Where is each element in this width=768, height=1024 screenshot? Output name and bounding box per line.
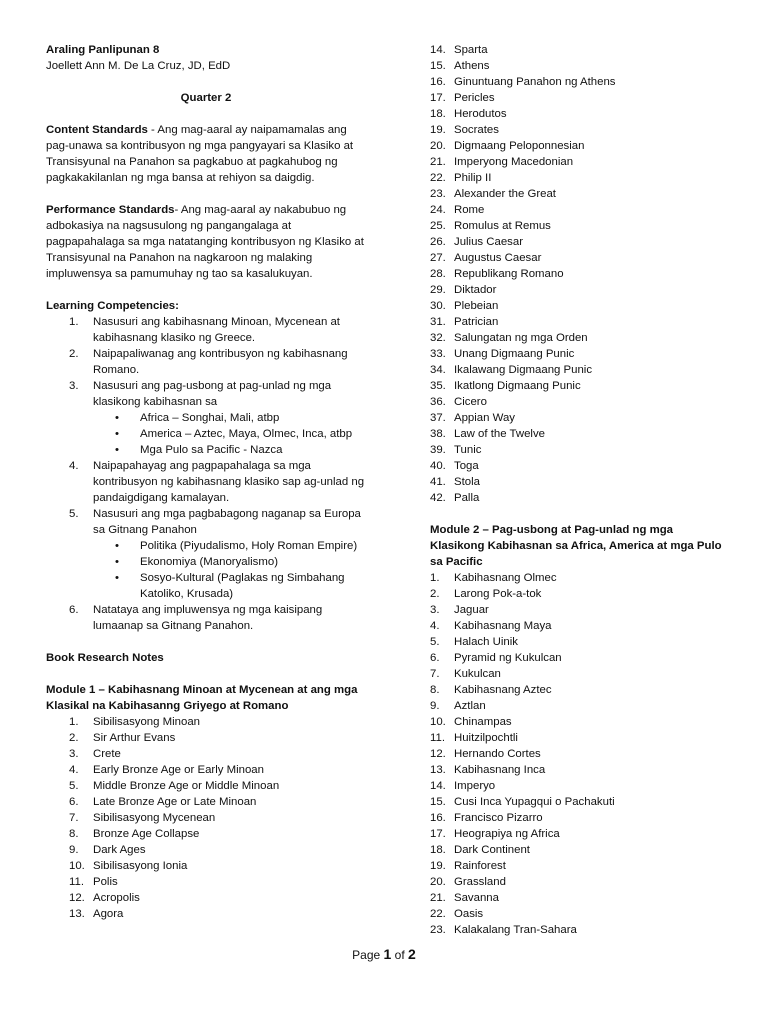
list-item-text: Pericles [454,92,495,104]
bullet-icon: • [115,572,119,584]
list-item-number: 27. [430,252,446,264]
list-item-number: 31. [430,316,446,328]
list-item-number: 35. [430,380,446,392]
bullet-icon: • [115,540,119,552]
list-item-text: Pyramid ng Kukulcan [454,652,562,664]
list-item-text: Oasis [454,908,484,920]
list-item-number: 20. [430,876,446,888]
list-item-number: 22. [430,172,446,184]
list-item-text: Crete [93,748,121,760]
page-word: Page [352,948,381,962]
author-line: Joellett Ann M. De La Cruz, JD, EdD [46,60,231,72]
sub-list-item [93,554,366,570]
list-item-text: Sibilisasyong Minoan [93,716,201,728]
list-item [46,314,366,346]
list-item-text: Sir Arthur Evans [93,732,176,744]
list-item-text: Augustus Caesar [454,252,542,264]
list-item [46,890,366,906]
list-item [430,890,730,906]
module1-list-part2 [430,42,730,506]
list-item [430,666,730,682]
list-item [46,730,366,746]
list-item-text: Grassland [454,876,506,888]
page-footer [0,946,768,963]
list-item-number: 4. [69,460,79,472]
right-column [430,42,730,938]
list-item [430,154,730,170]
sub-list-item-text: America – Aztec, Maya, Olmec, Inca, atbp [140,428,353,440]
list-item-number: 26. [430,236,446,248]
list-item-number: 10. [69,860,85,872]
list-item-number: 14. [430,780,446,792]
list-item [430,122,730,138]
list-item-text: Heograpiya ng Africa [454,828,560,840]
content-standards-label: Content Standards [46,124,148,136]
list-item-text: Acropolis [93,892,140,904]
bullet-icon: • [115,444,119,456]
list-item-text: Imperyo [454,780,496,792]
list-item-text: Stola [454,476,480,488]
list-item-text: Larong Pok-a-tok [454,588,542,600]
list-item-text: Middle Bronze Age or Middle Minoan [93,780,280,792]
list-item [430,618,730,634]
list-item-text: Nasusuri ang mga pagbabagong naganap sa Europa sa Gitnang Panahon [93,508,361,536]
performance-standards-text: - Ang mag-aaral ay nakabubuo ng adbokasiya na nagsusulong ng pangangalaga at pagpapahalaga sa mga natatanging kontribusyon ng Klasiko at Transisyunal na Panahon na nagkaroon ng malaking impluwensya sa pamumuhay ng tao sa kasalukuyan. [46,204,364,280]
list-item-text: Huitzilpochtli [454,732,518,744]
list-item-number: 6. [69,796,79,808]
list-item [430,282,730,298]
list-item [430,906,730,922]
list-item-number: 40. [430,460,446,472]
list-item [46,874,366,890]
list-item [430,762,730,778]
list-item [430,394,730,410]
list-item-number: 23. [430,188,446,200]
list-item-number: 24. [430,204,446,216]
list-item [430,362,730,378]
list-item [46,602,366,634]
list-item-number: 38. [430,428,446,440]
list-item-number: 17. [430,92,446,104]
list-item [430,490,730,506]
list-item-number: 18. [430,108,446,120]
list-item-number: 17. [430,828,446,840]
sub-list-item-text: Africa – Songhai, Mali, atbp [140,412,280,424]
list-item [430,410,730,426]
list-item [430,346,730,362]
list-item-text: Rome [454,204,485,216]
list-item-text: Socrates [454,124,499,136]
list-item-text: Kukulcan [454,668,501,680]
list-item-number: 11. [430,732,445,744]
list-item [430,74,730,90]
list-item-number: 6. [69,604,79,616]
list-item [430,842,730,858]
list-item-text: Francisco Pizarro [454,812,543,824]
list-item [430,202,730,218]
list-item-text: Dark Ages [93,844,146,856]
list-item-number: 28. [430,268,446,280]
list-item-text: Kalakalang Tran-Sahara [454,924,577,936]
list-item-number: 19. [430,860,446,872]
list-item-text: Dark Continent [454,844,530,856]
bullet-icon: • [115,428,119,440]
list-item-number: 5. [69,780,79,792]
list-item-text: Kabihasnang Olmec [454,572,557,584]
list-item-text: Republikang Romano [454,268,564,280]
list-item-number: 13. [430,764,446,776]
list-item-text: Chinampas [454,716,512,728]
list-item-number: 11. [69,876,84,888]
list-item-number: 22. [430,908,446,920]
list-item-number: 3. [69,748,79,760]
list-item [46,778,366,794]
list-item [46,714,366,730]
list-item-number: 2. [69,732,79,744]
total-page-number: 2 [408,946,416,962]
list-item [430,458,730,474]
list-item [46,794,366,810]
list-item [46,858,366,874]
list-item-text: Palla [454,492,480,504]
sub-list-item-text: Sosyo-Kultural (Paglakas ng Simbahang Katoliko, Krusada) [140,572,345,600]
list-item-number: 39. [430,444,446,456]
module2-list [430,570,730,938]
list-item [430,778,730,794]
list-item [430,170,730,186]
list-item-number: 42. [430,492,446,504]
list-item-number: 30. [430,300,446,312]
list-item-number: 25. [430,220,446,232]
list-item [430,602,730,618]
list-item [430,650,730,666]
list-item [430,794,730,810]
list-item [430,634,730,650]
list-item-text: Sparta [454,44,488,56]
list-item [46,346,366,378]
list-item [430,874,730,890]
list-item-number: 16. [430,812,446,824]
list-item-text: Agora [93,908,124,920]
list-item [430,730,730,746]
current-page-number: 1 [383,946,392,962]
list-item-text: Ikalawang Digmaang Punic [454,364,593,376]
list-item-number: 18. [430,844,446,856]
list-item [430,682,730,698]
list-item [430,330,730,346]
sub-list [93,410,366,458]
list-item-text: Digmaang Peloponnesian [454,140,585,152]
bullet-icon: • [115,412,119,424]
list-item-number: 29. [430,284,446,296]
list-item-number: 20. [430,140,446,152]
list-item-number: 10. [430,716,446,728]
list-item-text: Herodutos [454,108,507,120]
list-item-number: 15. [430,60,446,72]
list-item [430,90,730,106]
list-item [46,506,366,602]
list-item-number: 16. [430,76,446,88]
list-item [430,218,730,234]
list-item-number: 5. [430,636,440,648]
sub-list-item [93,410,366,426]
list-item [430,858,730,874]
list-item [430,746,730,762]
list-item-text: Halach Uinik [454,636,518,648]
list-item-text: Early Bronze Age or Early Minoan [93,764,264,776]
book-research-notes-heading: Book Research Notes [46,652,164,664]
list-item-number: 9. [69,844,79,856]
list-item-number: 1. [69,316,79,328]
list-item-number: 41. [430,476,446,488]
list-item-text: Naipapaliwanag ang kontribusyon ng kabihasnang Romano. [93,348,348,376]
list-item-text: Julius Caesar [454,236,524,248]
list-item [430,922,730,938]
list-item-number: 33. [430,348,446,360]
list-item-text: Sibilisasyong Ionia [93,860,188,872]
list-item-number: 3. [69,380,79,392]
list-item-text: Toga [454,460,479,472]
sub-list-item [93,426,366,442]
list-item-text: Polis [93,876,118,888]
list-item-text: Jaguar [454,604,489,616]
list-item-number: 21. [430,156,446,168]
list-item [430,250,730,266]
list-item-number: 1. [430,572,440,584]
list-item-number: 2. [430,588,440,600]
list-item-text: Philip II [454,172,492,184]
list-item [430,698,730,714]
document-title: Araling Panlipunan 8 [46,44,160,56]
sub-list-item [93,538,366,554]
list-item [430,586,730,602]
list-item-text: Savanna [454,892,499,904]
quarter-heading: Quarter 2 [180,92,232,104]
list-item-text: Tunic [454,444,482,456]
list-item-text: Kabihasnang Maya [454,620,552,632]
list-item-number: 1. [69,716,79,728]
list-item-number: 8. [69,828,79,840]
list-item-number: 8. [430,684,440,696]
sub-list [93,538,366,602]
list-item-text: Athens [454,60,490,72]
list-item-number: 7. [69,812,79,824]
performance-standards-paragraph [46,202,366,282]
list-item-number: 2. [69,348,79,360]
list-item-text: Cicero [454,396,487,408]
list-item [46,906,366,922]
list-item-number: 9. [430,700,440,712]
sub-list-item [93,570,366,602]
list-item-text: Cusi Inca Yupagqui o Pachakuti [454,796,615,808]
learning-competencies-list [46,314,366,634]
list-item-text: Appian Way [454,412,515,424]
list-item-number: 21. [430,892,446,904]
list-item-number: 4. [430,620,440,632]
list-item [430,810,730,826]
list-item-number: 14. [430,44,446,56]
of-word: of [394,948,405,962]
sub-list-item-text: Politika (Piyudalismo, Holy Roman Empire) [140,540,358,552]
list-item [430,266,730,282]
list-item [430,426,730,442]
list-item [46,378,366,458]
learning-competencies-heading: Learning Competencies: [46,300,179,312]
list-item [46,810,366,826]
list-item-number: 34. [430,364,446,376]
list-item-text: Nasusuri ang kabihasnang Minoan, Mycenean at kabihasnang klasiko ng Greece. [93,316,340,344]
left-column [46,42,366,922]
list-item-number: 19. [430,124,446,136]
content-standards-text: - Ang mag-aaral ay naipamamalas ang pag-unawa sa kontribusyon ng mga pangyayari sa Klasiko at Transisyunal na Panahon sa pagkabuo at pagkahubog ng pagkakakilanlan ng mga bansa at rehiyon sa daigdig. [46,124,354,184]
list-item [430,186,730,202]
list-item [430,42,730,58]
sub-list-item [93,442,366,458]
list-item [430,298,730,314]
list-item-number: 13. [69,908,85,920]
list-item [430,234,730,250]
module1-list-part1 [46,714,366,922]
performance-standards-label: Performance Standards [46,204,175,216]
list-item-text: Imperyong Macedonian [454,156,574,168]
list-item-number: 7. [430,668,440,680]
list-item-text: Aztlan [454,700,486,712]
list-item [46,458,366,506]
list-item-text: Nasusuri ang pag-usbong at pag-unlad ng mga klasikong kabihasnan sa [93,380,332,408]
list-item-number: 12. [69,892,85,904]
list-item [430,714,730,730]
list-item-text: Plebeian [454,300,499,312]
list-item-text: Bronze Age Collapse [93,828,200,840]
list-item-text: Natataya ang impluwensya ng mga kaisipang lumaanap sa Gitnang Panahon. [93,604,323,632]
list-item-number: 6. [430,652,440,664]
list-item-text: Salungatan ng mga Orden [454,332,588,344]
list-item-text: Patrician [454,316,499,328]
list-item-text: Alexander the Great [454,188,556,200]
content-standards-paragraph [46,122,366,186]
module1-heading: Module 1 – Kabihasnang Minoan at Mycenean at ang mga Klasikal na Kabihasanng Griyego at Romano [46,684,358,712]
module2-heading: Module 2 – Pag-usbong at Pag-unlad ng mga Klasikong Kabihasnan sa Africa, America at mga Pulo sa Pacific [430,524,722,568]
bullet-icon: • [115,556,119,568]
list-item-number: 4. [69,764,79,776]
list-item-text: Diktador [454,284,497,296]
list-item-number: 23. [430,924,446,936]
list-item-text: Romulus at Remus [454,220,551,232]
list-item-number: 32. [430,332,446,344]
list-item-text: Ikatlong Digmaang Punic [454,380,581,392]
list-item-text: Kabihasnang Inca [454,764,546,776]
list-item-number: 36. [430,396,446,408]
list-item-text: Late Bronze Age or Late Minoan [93,796,257,808]
list-item [430,138,730,154]
list-item-number: 37. [430,412,446,424]
list-item [430,570,730,586]
list-item-number: 15. [430,796,446,808]
list-item-text: Hernando Cortes [454,748,541,760]
list-item-number: 12. [430,748,446,760]
list-item [46,826,366,842]
list-item [46,762,366,778]
list-item-number: 3. [430,604,440,616]
sub-list-item-text: Ekonomiya (Manoryalismo) [140,556,278,568]
list-item [430,378,730,394]
list-item-text: Rainforest [454,860,506,872]
list-item-text: Kabihasnang Aztec [454,684,552,696]
sub-list-item-text: Mga Pulo sa Pacific - Nazca [140,444,283,456]
list-item [430,314,730,330]
list-item-text: Sibilisasyong Mycenean [93,812,216,824]
list-item-text: Ginuntuang Panahon ng Athens [454,76,616,88]
list-item [430,106,730,122]
list-item-text: Law of the Twelve [454,428,545,440]
list-item [430,826,730,842]
list-item [430,58,730,74]
list-item-text: Naipapahayag ang pagpapahalaga sa mga kontribusyon ng kabihasnang klasiko sap ag-unlad ng pandaigdigang kamalayan. [93,460,365,504]
list-item [430,442,730,458]
list-item-number: 5. [69,508,79,520]
list-item-text: Unang Digmaang Punic [454,348,575,360]
list-item [46,842,366,858]
list-item [430,474,730,490]
list-item [46,746,366,762]
